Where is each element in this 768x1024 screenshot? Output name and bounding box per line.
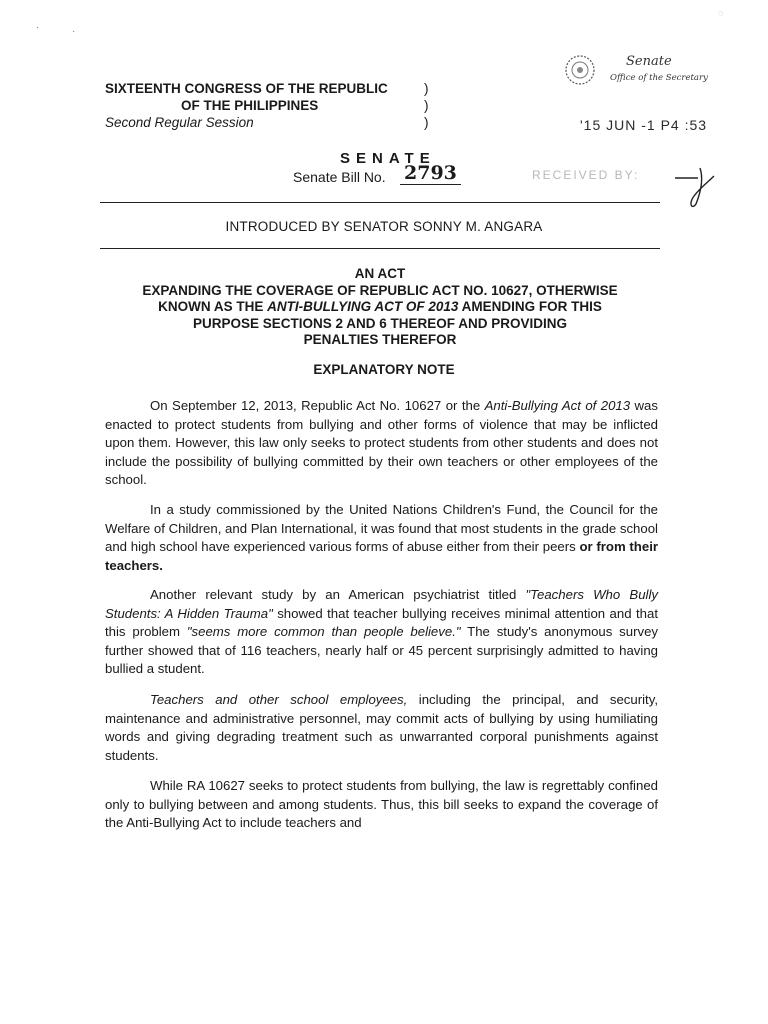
divider-bottom <box>100 248 660 249</box>
bill-label: Senate Bill No. <box>293 169 386 185</box>
header-parentheses: ) ) ) <box>424 81 429 130</box>
scan-mark: ◌ <box>718 8 724 18</box>
signature-mark <box>670 160 730 210</box>
title-line-1: AN ACT <box>354 266 406 281</box>
paragraph-1: On September 12, 2013, Republic Act No. 10627 or the Anti-Bullying Act of 2013 was enacted to protect students from bullying and other forms of violence that may be inflicted upon them. However, this law only seeks to protect students from other students and does not include the possibility of bullying committed by their own teachers or other employees of the school. <box>105 398 658 487</box>
congress-header <box>105 80 388 131</box>
congress-line-1: SIXTEENTH CONGRESS OF THE REPUBLIC <box>105 81 388 96</box>
stamp-office-text: Office of the Secretary <box>610 73 708 83</box>
scan-speck: · <box>72 26 76 37</box>
scan-speck: · <box>36 22 40 33</box>
senate-heading: SENATE <box>340 150 436 167</box>
paragraph-5: While RA 10627 seeks to protect students from bullying, the law is regrettably confined only to bullying between and among students. Thus, this bill seeks to expand the coverage of the Anti-Bullying Act to include teachers and <box>105 778 658 830</box>
divider-top <box>100 202 660 203</box>
paragraph-2: In a study commissioned by the United Nations Children's Fund, the Council for the Welfare of Children, and Plan International, it was found that most students in the grade school and high school have experienced various forms of abuse either from their peers or from their teachers. <box>105 502 658 573</box>
congress-line-2: OF THE PHILIPPINES <box>181 98 319 113</box>
stamp-date: '15 JUN -1 P4 :53 <box>580 117 708 133</box>
act-title <box>90 266 670 349</box>
session-line: Second Regular Session <box>105 115 254 130</box>
paragraph-3: Another relevant study by an American psychiatrist titled "Teachers Who Bully Students: A Hidden Trauma" showed that teacher bullying receives minimal attention and that this problem "seems more common than people believe." The study's anonymous survey further showed that of 116 teachers, nearly half or 45 percent surprisingly admitted to having bullied a student. <box>105 587 659 676</box>
title-line-3: KNOWN AS THE ANTI-BULLYING ACT OF 2013 AMENDING FOR THIS <box>158 299 602 314</box>
title-line-4: PURPOSE SECTIONS 2 AND 6 THEREOF AND PROVIDING <box>192 315 568 331</box>
title-line-2: EXPANDING THE COVERAGE OF REPUBLIC ACT NO. 10627, OTHERWISE <box>142 282 618 298</box>
introduced-by: INTRODUCED BY SENATOR SONNY M. ANGARA <box>225 219 543 234</box>
bill-number: 2793 <box>400 162 461 185</box>
stamp-senate-text: Senate <box>626 54 672 69</box>
received-by-stamp: RECEIVED BY: <box>532 168 640 182</box>
paragraph-4: Teachers and other school employees, including the principal, and security, maintenance and administrative personnel, may commit acts of bullying by using humiliating words and giving degrading treatment such as unwarranted corporal punishments against students. <box>105 692 658 763</box>
title-line-5: PENALTIES THEREFOR <box>303 332 457 347</box>
explanatory-note-heading: EXPLANATORY NOTE <box>313 362 455 377</box>
